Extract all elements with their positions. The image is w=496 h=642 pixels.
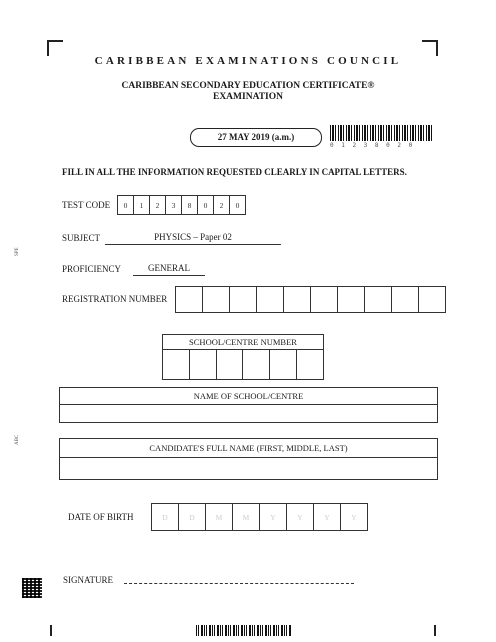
test-code-digit: 0 <box>117 195 134 215</box>
registration-digit-box[interactable] <box>391 286 419 313</box>
test-code-digit: 0 <box>197 195 214 215</box>
barcode <box>330 125 432 141</box>
council-title: CARIBBEAN EXAMINATIONS COUNCIL <box>94 55 402 67</box>
school-centre-number-label: SCHOOL/CENTRE NUMBER <box>163 335 323 350</box>
candidate-name-input[interactable] <box>60 458 437 479</box>
registration-digit-box[interactable] <box>202 286 230 313</box>
registration-digit-box[interactable] <box>283 286 311 313</box>
test-code-digit: 3 <box>165 195 182 215</box>
proficiency-field[interactable]: GENERAL <box>133 263 205 276</box>
candidate-name-box <box>59 438 438 480</box>
top-right-corner-mark <box>422 40 438 56</box>
registration-digit-box[interactable] <box>337 286 365 313</box>
test-code-digit: 8 <box>181 195 198 215</box>
top-left-corner-mark <box>47 40 63 56</box>
school-centre-digit-box[interactable] <box>217 350 244 380</box>
registration-digit-box[interactable] <box>418 286 446 313</box>
registration-digit-box[interactable] <box>310 286 338 313</box>
dob-box-month[interactable]: M <box>232 503 260 531</box>
school-centre-digit-box[interactable] <box>243 350 270 380</box>
test-code-digit: 2 <box>149 195 166 215</box>
school-centre-digit-box[interactable] <box>190 350 217 380</box>
qr-code-icon <box>22 578 42 598</box>
certificate-title <box>0 81 496 103</box>
subject-label: SUBJECT <box>62 233 101 243</box>
school-name-label: NAME OF SCHOOL/CENTRE <box>60 388 437 405</box>
dob-box-year[interactable]: Y <box>259 503 287 531</box>
test-code-label: TEST CODE <box>62 200 111 210</box>
registration-number-boxes <box>176 286 446 313</box>
test-code-boxes <box>118 195 246 215</box>
school-name-input[interactable] <box>60 405 437 422</box>
bottom-right-tick <box>434 625 436 636</box>
certificate-line-2: EXAMINATION <box>212 92 284 102</box>
signature-label: SIGNATURE <box>63 575 114 585</box>
barcode-number: 0 1 2 3 8 0 2 0 <box>330 142 415 149</box>
school-centre-digit-box[interactable] <box>297 350 323 380</box>
dob-box-month[interactable]: M <box>205 503 233 531</box>
school-name-box <box>59 387 438 423</box>
dob-box-year[interactable]: Y <box>340 503 368 531</box>
registration-number-label: REGISTRATION NUMBER <box>62 294 168 304</box>
candidate-name-label: CANDIDATE'S FULL NAME (FIRST, MIDDLE, LAST) <box>60 439 437 458</box>
test-code-digit: 0 <box>229 195 246 215</box>
side-mark-top: SPE <box>15 247 20 256</box>
exam-date: 27 MAY 2019 (a.m.) <box>190 128 322 147</box>
registration-digit-box[interactable] <box>229 286 257 313</box>
school-centre-number-box <box>162 334 324 380</box>
certificate-line-1: CARIBBEAN SECONDARY EDUCATION CERTIFICATE® <box>121 81 375 91</box>
signature-field[interactable] <box>124 571 354 584</box>
subject-field[interactable]: PHYSICS – Paper 02 <box>105 232 281 245</box>
registration-digit-box[interactable] <box>175 286 203 313</box>
side-mark-middle: ABC <box>15 434 20 445</box>
school-centre-digit-box[interactable] <box>163 350 190 380</box>
bottom-left-tick <box>50 625 52 636</box>
dob-box-year[interactable]: Y <box>313 503 341 531</box>
registration-digit-box[interactable] <box>256 286 284 313</box>
school-centre-digit-box[interactable] <box>270 350 297 380</box>
dob-box-day[interactable]: D <box>151 503 179 531</box>
date-of-birth-boxes <box>152 503 368 531</box>
dob-box-year[interactable]: Y <box>286 503 314 531</box>
test-code-digit: 1 <box>133 195 150 215</box>
dob-box-day[interactable]: D <box>178 503 206 531</box>
bottom-barcode <box>196 625 292 636</box>
instruction-text: FILL IN ALL THE INFORMATION REQUESTED CLEARLY IN CAPITAL LETTERS. <box>62 167 407 177</box>
registration-digit-box[interactable] <box>364 286 392 313</box>
date-of-birth-label: DATE OF BIRTH <box>68 512 134 522</box>
proficiency-label: PROFICIENCY <box>62 264 122 274</box>
test-code-digit: 2 <box>213 195 230 215</box>
